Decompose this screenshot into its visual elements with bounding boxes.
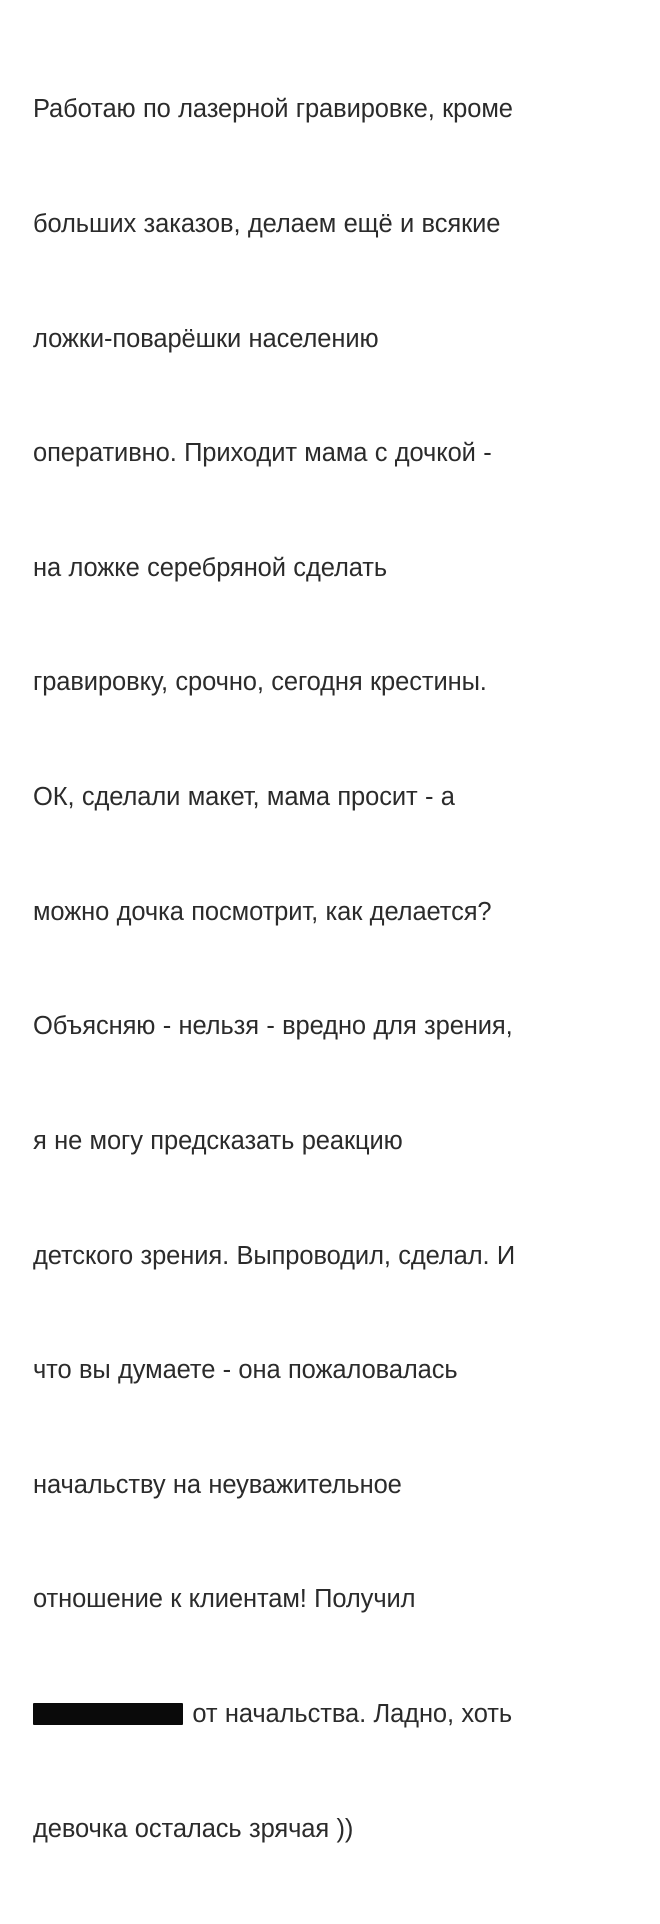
text-line: можно дочка посмотрит, как делается?: [33, 897, 492, 926]
text-line: начальству на неуважительное: [33, 1470, 402, 1499]
text-line: оперативно. Приходит мама с дочкой -: [33, 439, 492, 468]
text-line: что вы думаете - она пожаловалась: [33, 1356, 458, 1385]
text-line: гравировку, срочно, сегодня крестины.: [33, 668, 487, 697]
text-line: отношение к клиентам! Получил: [33, 1585, 416, 1614]
text-after-redaction: от начальства. Ладно, хоть: [185, 1699, 513, 1728]
text-line: девочка осталась зрячая )): [33, 1814, 354, 1843]
text-line: на ложке серебряной сделать: [33, 553, 388, 582]
text-line: Работаю по лазерной гравировке, кроме: [33, 95, 513, 124]
story-text-block: [33, 14, 634, 1924]
text-line: детского зрения. Выпроводил, сделал. И: [33, 1241, 516, 1270]
text-line: ложки-поварёшки населению: [33, 324, 379, 353]
redaction-bar: [33, 1703, 183, 1725]
text-line: Объясняю - нельзя - вредно для зрения,: [33, 1012, 513, 1041]
text-line: я не могу предсказать реакцию: [33, 1126, 403, 1155]
text-line: ОК, сделали макет, мама просит - а: [33, 783, 455, 812]
text-line-redacted: [33, 1695, 634, 1733]
text-line: больших заказов, делаем ещё и всякие: [33, 210, 501, 239]
